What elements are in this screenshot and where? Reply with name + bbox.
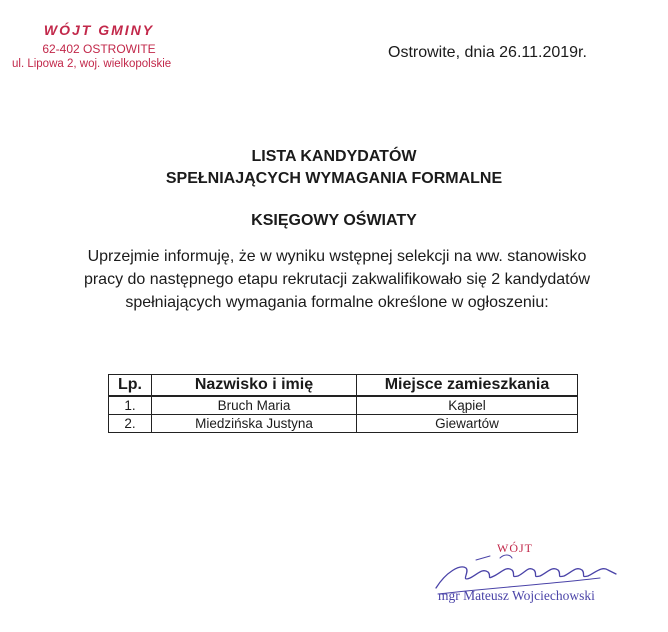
document-date: Ostrowite, dnia 26.11.2019r. — [388, 44, 587, 61]
stamp-office-title: WÓJT GMINY — [43, 22, 155, 38]
intro-paragraph — [54, 245, 620, 314]
intro-line: Uprzejmie informuję, że w wyniku wstępnej selekcji na ww. stanowisko — [87, 248, 587, 265]
office-stamp — [4, 22, 194, 70]
position-title: KSIĘGOWY OŚWIATY — [251, 212, 417, 229]
candidates-table — [108, 374, 578, 433]
row-number-cell: 2. — [109, 415, 152, 433]
candidate-name-cell: Miedzińska Justyna — [152, 415, 357, 433]
column-header-number: Lp. — [109, 375, 152, 397]
signer-name: mgr Mateusz Wojciechowski — [438, 588, 595, 603]
stamp-postal-line: 62-402 OSTROWITE — [42, 42, 156, 56]
column-header-name: Nazwisko i imię — [152, 375, 357, 397]
signature-title: WÓJT — [497, 541, 533, 555]
residence-cell: Kąpiel — [357, 396, 578, 415]
column-header-residence: Miejsce zamieszkania — [357, 375, 578, 397]
document-title-line1: LISTA KANDYDATÓW — [251, 148, 417, 165]
document-title-line2: SPEŁNIAJĄCYCH WYMAGANIA FORMALNE — [165, 170, 503, 187]
intro-line: spełniających wymagania formalne określone w ogłoszeniu: — [125, 294, 549, 311]
table-row — [109, 396, 578, 415]
stamp-address-line: ul. Lipowa 2, woj. wielkopolskie — [12, 58, 172, 70]
residence-cell: Giewartów — [357, 415, 578, 433]
row-number-cell: 1. — [109, 396, 152, 415]
intro-line: pracy do następnego etapu rekrutacji zakwalifikowało się 2 kandydatów — [83, 271, 591, 288]
candidate-name-cell: Bruch Maria — [152, 396, 357, 415]
table-header-row — [109, 375, 578, 397]
table-row — [109, 415, 578, 433]
